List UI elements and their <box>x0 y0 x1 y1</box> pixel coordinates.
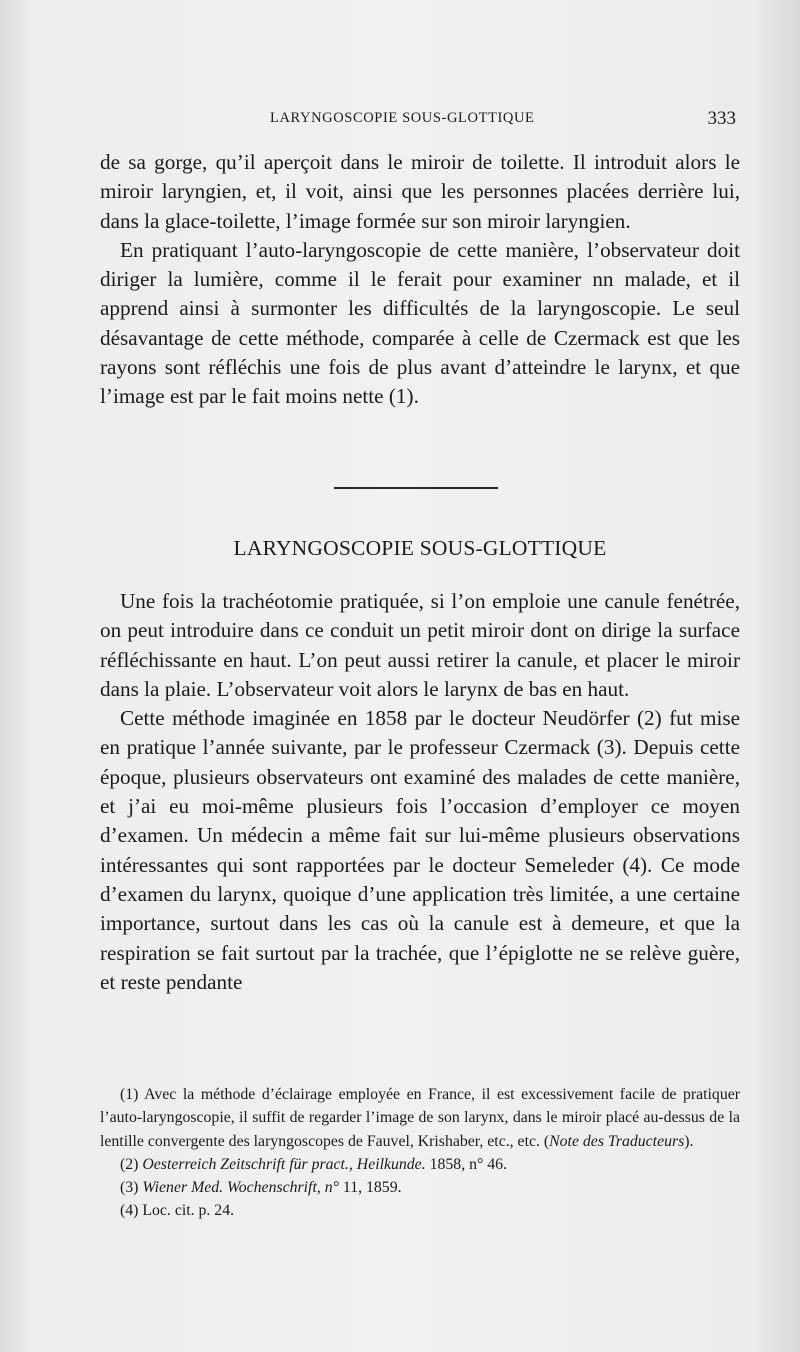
paragraph: Une fois la trachéotomie pratiquée, si l’on emploie une canule fenétrée, on peut introduire dans ce conduit un petit miroir dont on dirige la surface réfléchissante en haut. L’on peut aussi retirer la canule, et placer le miroir dans la plaie. L’observateur voit alors le larynx de bas en haut. <box>100 589 740 701</box>
continued-text-block <box>100 148 740 412</box>
footnote-4: (4) Loc. cit. p. 24. <box>120 1202 235 1220</box>
footnote-3: (3) Wiener Med. Wochenschrift, n° 11, 1859. <box>120 1179 402 1197</box>
section-heading: LARYNGOSCOPIE SOUS-GLOTTIQUE <box>233 536 607 560</box>
running-title: LARYNGOSCOPIE SOUS-GLOTTIQUE <box>270 110 535 126</box>
paragraph: Cette méthode imaginée en 1858 par le docteur Neudörfer (2) fut mise en pratique l’année suivante, par le professeur Czermack (3). Depuis cette époque, plusieurs observateurs ont examiné des malades de cette manière, et j’ai eu moi-même plusieurs fois l’occasion d’employer ce moyen d’examen. Un médecin a même fait sur lui-même plusieurs observations intéressantes qui sont rapportées par le docteur Semeleder (4). Ce mode d’examen du larynx, quoique d’une application très limitée, a une certaine importance, surtout dans les cas où la canule est à demeure, et que la respiration se fait surtout par la trachée, que l’épiglotte ne se relève guère, et reste pendante <box>100 706 740 994</box>
paragraph: de sa gorge, qu’il aperçoit dans le miroir de toilette. Il introduit alors le miroir laryngien, et, il voit, ainsi que les personnes placées derrière lui, dans la glace-toilette, l’image formée sur son miroir laryngien. <box>100 150 740 233</box>
page-number: 333 <box>707 108 736 129</box>
running-head <box>100 108 740 132</box>
footnote-2: (2) Oesterreich Zeitschrift für pract., Heilkunde. 1858, n° 46. <box>120 1155 508 1173</box>
paragraph: En pratiquant l’auto-laryngoscopie de cette manière, l’observateur doit diriger la lumière, comme il le ferait pour examiner nn malade, et il apprend ainsi à surmonter les difficultés de la laryngoscopie. Le seul désavantage de cette méthode, comparée à celle de Czermack est que les rayons sont réfléchis une fois de plus avant d’atteindre le larynx, et que l’image est par le fait moins nette (1). <box>100 237 740 409</box>
footnote-1: (1) Avec la méthode d’éclairage employée en France, il est excessivement facile de pratiquer l’auto-laryngoscopie, il suffit de regarder l’image de son larynx, dans le miroir placé au-dessus de la lentille convergente des laryngoscopes de Fauvel, Krishaber, etc., etc. (Note des Traducteurs). <box>100 1086 740 1150</box>
footnotes <box>100 1083 740 1223</box>
section-divider <box>334 487 498 489</box>
section-text-block <box>100 587 740 997</box>
